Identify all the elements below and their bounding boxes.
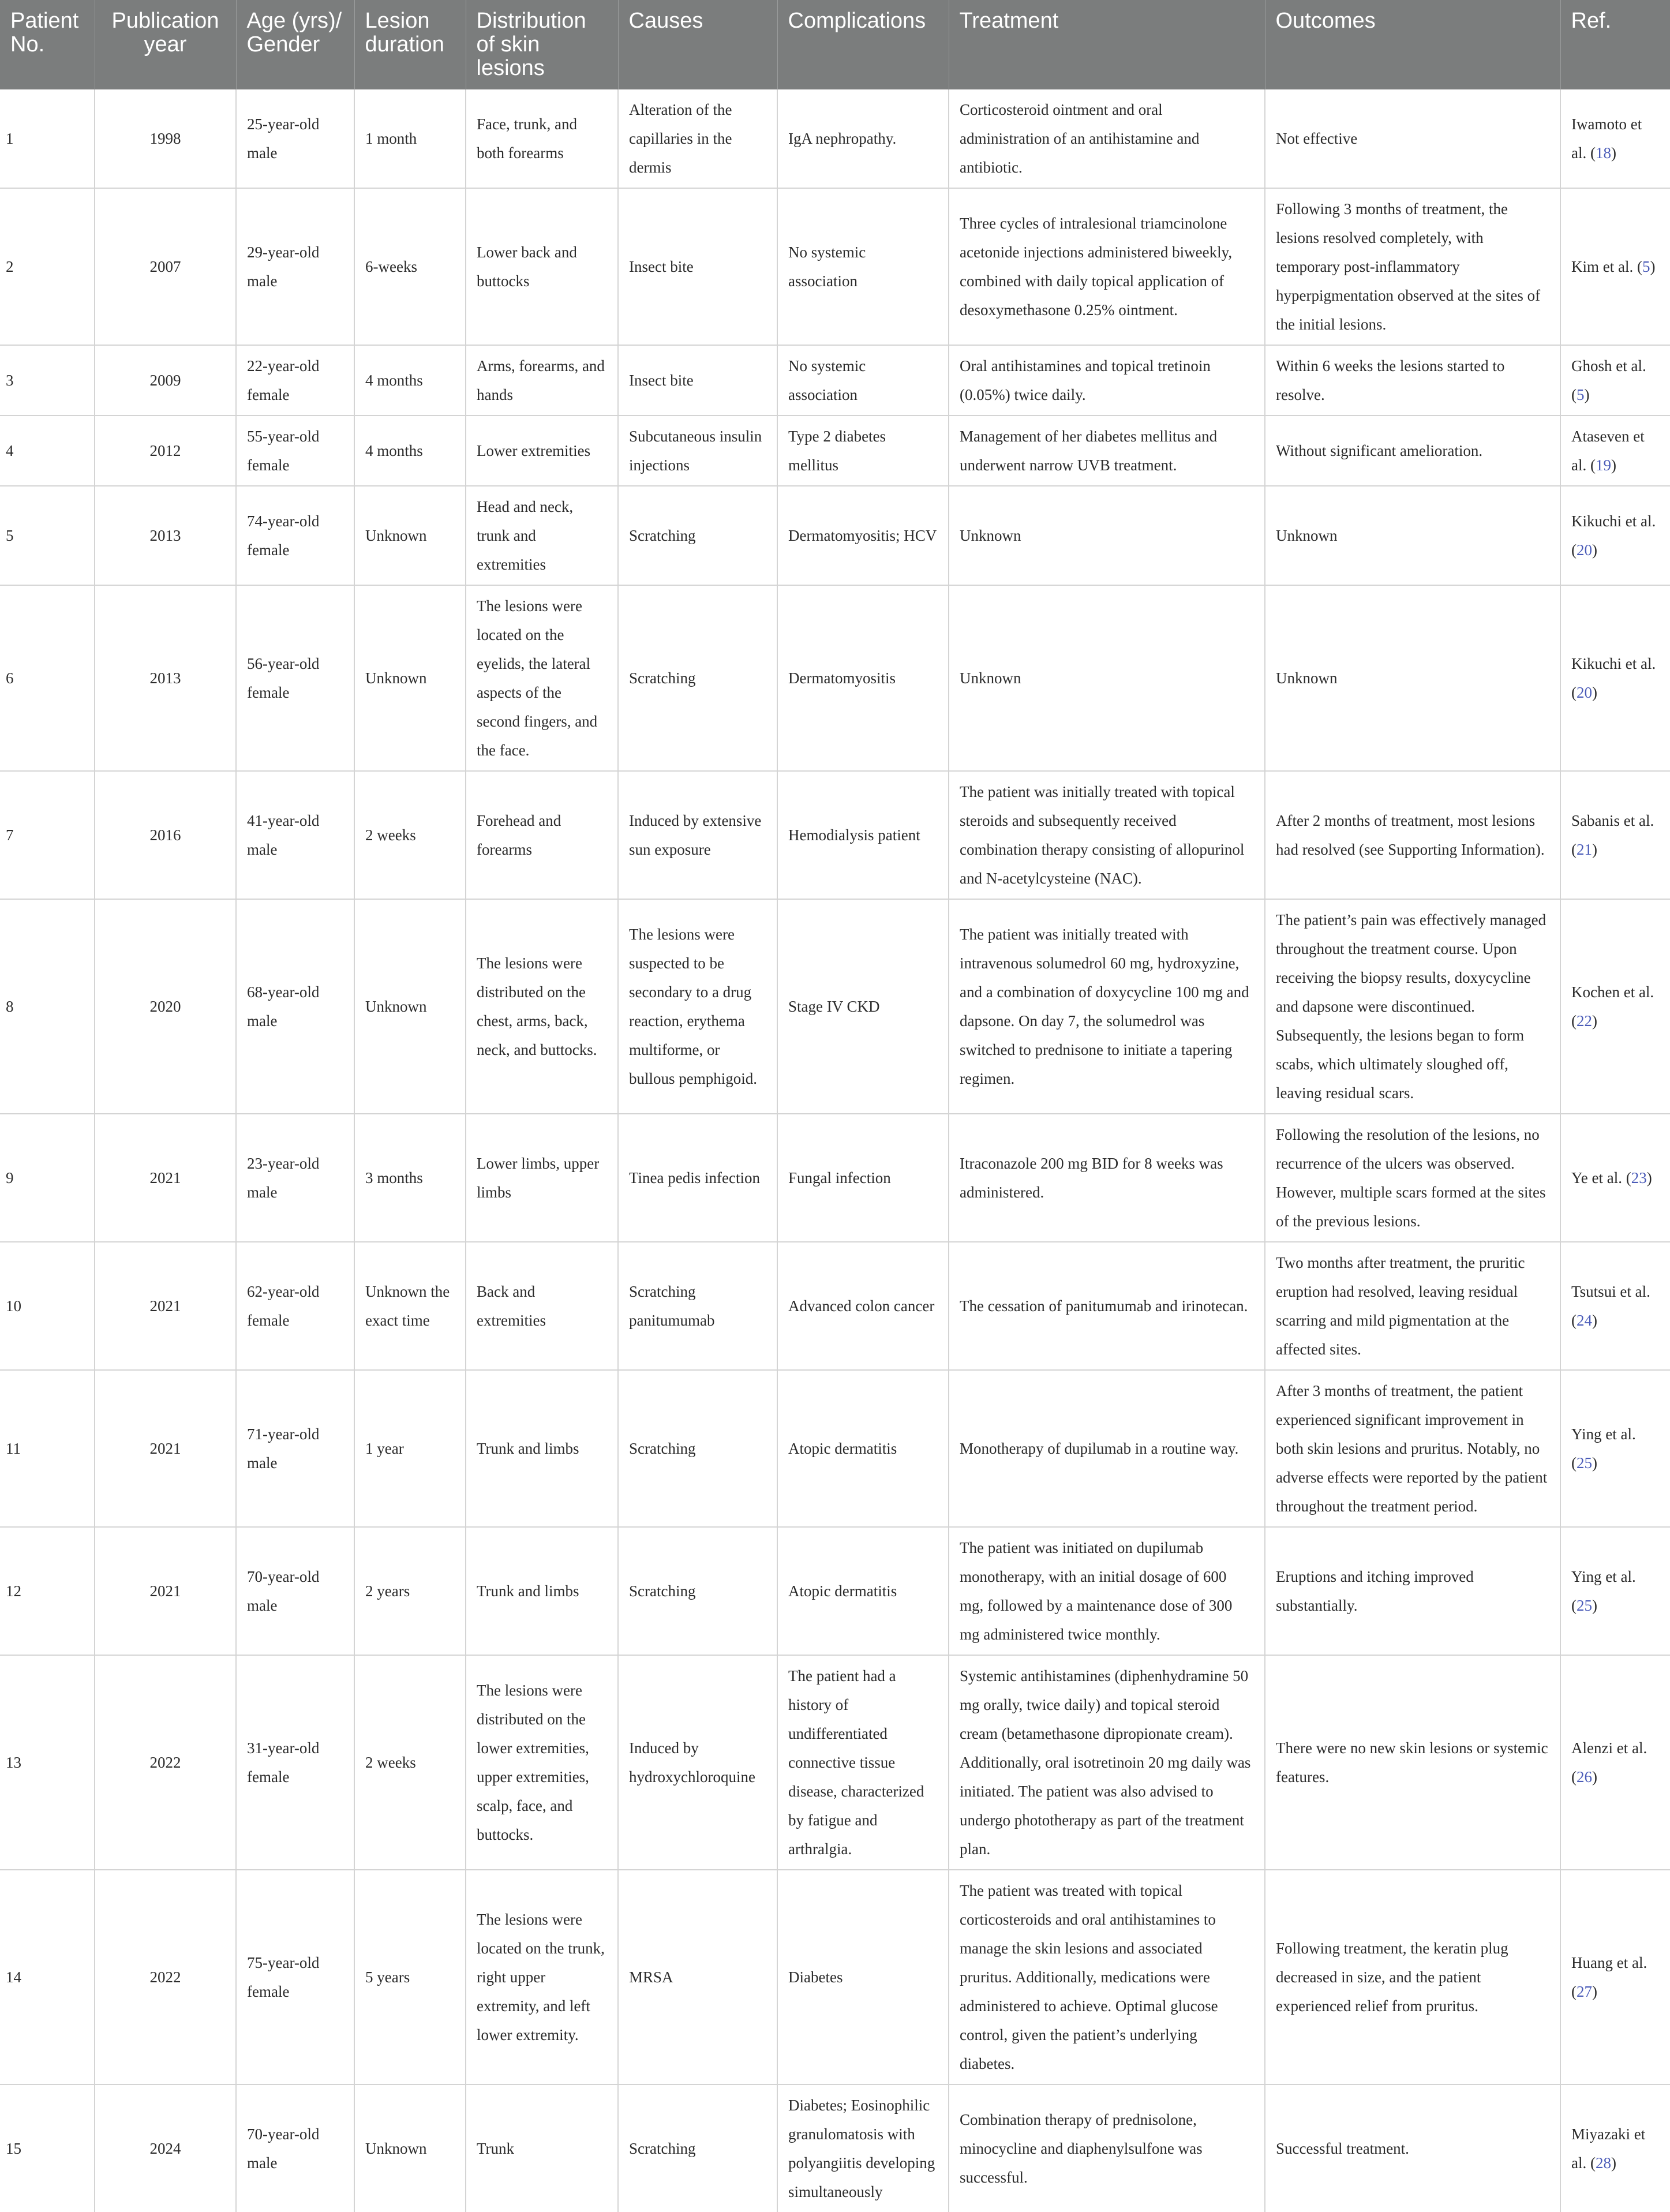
cell-complications: Dermatomyositis [777,585,949,771]
cell-age-gender: 75-year-old female [236,1870,354,2084]
ref-author: Ying et al. [1571,1568,1636,1585]
cell-treatment: Systemic antihistamines (diphenhydramine 50 mg orally, twice daily) and topical steroid cream (betamethasone dipropionate cream). Additionally, oral isotretinoin 20 mg daily was initiated. The patient was also advised to undergo phototherapy as part of the treatment plan. [949,1655,1265,1870]
cell-treatment: Unknown [949,585,1265,771]
table-row [0,1655,1670,1870]
header-complications: Complications [777,0,949,89]
ref-citation-link[interactable]: 23 [1631,1169,1647,1187]
cell-patient-no: 10 [0,1242,95,1370]
cell-outcomes: Following the resolution of the lesions, no recurrence of the ulcers was observed. However, multiple scars formed at the sites of the previous lesions. [1265,1114,1560,1242]
cell-ref: Ying et al. (25) [1560,1527,1670,1655]
cell-distribution: Trunk and limbs [466,1370,618,1527]
cell-patient-no: 13 [0,1655,95,1870]
cell-lesion-duration: 6-weeks [354,188,466,345]
table-row [0,585,1670,771]
cell-distribution: Back and extremities [466,1242,618,1370]
table-row [0,486,1670,585]
cell-age-gender: 41-year-old male [236,771,354,899]
cell-treatment: Oral antihistamines and topical tretinoin (0.05%) twice daily. [949,345,1265,416]
table-row [0,188,1670,345]
table-row [0,345,1670,416]
header-causes: Causes [618,0,777,89]
cell-age-gender: 22-year-old female [236,345,354,416]
cell-lesion-duration: Unknown [354,585,466,771]
cell-age-gender: 55-year-old female [236,416,354,486]
cell-age-gender: 71-year-old male [236,1370,354,1527]
cell-lesion-duration: 3 months [354,1114,466,1242]
cell-lesion-duration: Unknown [354,2084,466,2212]
ref-citation-link[interactable]: 20 [1577,541,1592,559]
cell-publication-year: 2009 [95,345,236,416]
ref-author: Ataseven et al. [1571,428,1645,474]
cell-patient-no: 11 [0,1370,95,1527]
header-lesion-duration: Lesion duration [354,0,466,89]
cell-complications: Dermatomyositis; HCV [777,486,949,585]
cell-lesion-duration: 1 month [354,89,466,188]
cell-lesion-duration: 2 years [354,1527,466,1655]
ref-citation-link[interactable]: 27 [1577,1983,1592,2000]
cell-causes: Induced by hydroxychloroquine [618,1655,777,1870]
cell-distribution: The lesions were distributed on the lower extremities, upper extremities, scalp, face, and buttocks. [466,1655,618,1870]
cell-ref: Iwamoto et al. (18) [1560,89,1670,188]
cell-treatment: The patient was treated with topical corticosteroids and oral antihistamines to manage the skin lesions and associated pruritus. Additionally, medications were administered to achieve. Optimal glucose control, given the patient’s underlying diabetes. [949,1870,1265,2084]
cell-complications: Atopic dermatitis [777,1527,949,1655]
ref-citation-link[interactable]: 22 [1577,1012,1592,1030]
cell-age-gender: 74-year-old female [236,486,354,585]
ref-author: Ghosh et al. [1571,357,1646,375]
cell-ref: Kikuchi et al. (20) [1560,585,1670,771]
header-row [0,0,1670,89]
cell-complications: Diabetes [777,1870,949,2084]
table-row [0,1527,1670,1655]
cell-causes: Scratching [618,486,777,585]
table-body [0,89,1670,2212]
cell-treatment: Itraconazole 200 mg BID for 8 weeks was administered. [949,1114,1265,1242]
cell-publication-year: 2021 [95,1370,236,1527]
cell-age-gender: 68-year-old male [236,899,354,1114]
cell-outcomes: Successful treatment. [1265,2084,1560,2212]
table-row [0,2084,1670,2212]
table-row [0,771,1670,899]
cell-ref: Kikuchi et al. (20) [1560,486,1670,585]
cell-complications: Type 2 diabetes mellitus [777,416,949,486]
ref-citation-link[interactable]: 21 [1577,841,1592,858]
cell-distribution: Face, trunk, and both forearms [466,89,618,188]
cell-publication-year: 2022 [95,1870,236,2084]
cell-causes: Induced by extensive sun exposure [618,771,777,899]
cell-causes: Scratching [618,2084,777,2212]
cell-publication-year: 2021 [95,1527,236,1655]
cell-lesion-duration: Unknown [354,486,466,585]
cell-age-gender: 25-year-old male [236,89,354,188]
cell-complications: Atopic dermatitis [777,1370,949,1527]
cell-lesion-duration: 2 weeks [354,1655,466,1870]
cell-publication-year: 2013 [95,486,236,585]
ref-citation-link[interactable]: 18 [1596,144,1611,162]
cell-outcomes: The patient’s pain was effectively managed throughout the treatment course. Upon receiving the biopsy results, doxycycline and dapsone were discontinued. Subsequently, the lesions began to form scabs, which ultimately sloughed off, leaving residual scars. [1265,899,1560,1114]
cell-treatment: Corticosteroid ointment and oral administration of an antihistamine and antibiotic. [949,89,1265,188]
cell-treatment: Combination therapy of prednisolone, minocycline and diaphenylsulfone was successful. [949,2084,1265,2212]
cell-distribution: Lower limbs, upper limbs [466,1114,618,1242]
cell-ref: Miyazaki et al. (28) [1560,2084,1670,2212]
ref-author: Kochen et al. [1571,983,1654,1001]
cell-causes: Tinea pedis infection [618,1114,777,1242]
cell-publication-year: 2021 [95,1242,236,1370]
cell-patient-no: 14 [0,1870,95,2084]
cell-causes: Scratching [618,585,777,771]
ref-author: Miyazaki et al. [1571,2125,1646,2172]
cell-treatment: The patient was initiated on dupilumab monotherapy, with an initial dosage of 600 mg, followed by a maintenance dose of 300 mg administered twice monthly. [949,1527,1265,1655]
table-row [0,1870,1670,2084]
cell-patient-no: 2 [0,188,95,345]
cell-age-gender: 62-year-old female [236,1242,354,1370]
table-row [0,1114,1670,1242]
cell-lesion-duration: 1 year [354,1370,466,1527]
cell-lesion-duration: 2 weeks [354,771,466,899]
cell-patient-no: 6 [0,585,95,771]
cell-age-gender: 70-year-old male [236,1527,354,1655]
cell-ref: Ye et al. (23) [1560,1114,1670,1242]
cell-ref: Kochen et al. (22) [1560,899,1670,1114]
cell-treatment: The patient was initially treated with topical steroids and subsequently received combination therapy consisting of allopurinol and N-acetylcysteine (NAC). [949,771,1265,899]
cell-outcomes: Two months after treatment, the pruritic eruption had resolved, leaving residual scarring and mild pigmentation at the affected sites. [1265,1242,1560,1370]
ref-author: Ying et al. [1571,1425,1636,1443]
cell-distribution: Trunk and limbs [466,1527,618,1655]
cell-ref: Ataseven et al. (19) [1560,416,1670,486]
cell-causes: Scratching [618,1527,777,1655]
cell-complications: Stage IV CKD [777,899,949,1114]
ref-author: Ye et al. [1571,1169,1623,1187]
cell-publication-year: 2016 [95,771,236,899]
cell-age-gender: 31-year-old female [236,1655,354,1870]
cell-causes: Scratching panitumumab [618,1242,777,1370]
cell-distribution: Arms, forearms, and hands [466,345,618,416]
cell-age-gender: 70-year-old male [236,2084,354,2212]
ref-citation-link[interactable]: 5 [1642,258,1650,275]
header-ref: Ref. [1560,0,1670,89]
cell-causes: Insect bite [618,188,777,345]
cell-outcomes: Unknown [1265,585,1560,771]
cell-causes: Subcutaneous insulin injections [618,416,777,486]
cell-treatment: Management of her diabetes mellitus and underwent narrow UVB treatment. [949,416,1265,486]
cell-ref: Tsutsui et al. (24) [1560,1242,1670,1370]
cell-age-gender: 23-year-old male [236,1114,354,1242]
cell-distribution: The lesions were located on the eyelids, the lateral aspects of the second fingers, and the face. [466,585,618,771]
cell-outcomes: Not effective [1265,89,1560,188]
cell-causes: Insect bite [618,345,777,416]
cell-distribution: The lesions were located on the trunk, right upper extremity, and left lower extremity. [466,1870,618,2084]
cell-patient-no: 8 [0,899,95,1114]
cell-treatment: The patient was initially treated with intravenous solumedrol 60 mg, hydroxyzine, and a combination of doxycycline 100 mg and dapsone. On day 7, the solumedrol was switched to prednisone to initiate a tapering regimen. [949,899,1265,1114]
cell-patient-no: 9 [0,1114,95,1242]
ref-citation-link[interactable]: 24 [1577,1312,1592,1329]
ref-author: Sabanis et al. [1571,812,1654,829]
cell-causes: Alteration of the capillaries in the dermis [618,89,777,188]
cell-publication-year: 1998 [95,89,236,188]
table-row [0,1242,1670,1370]
cell-causes: MRSA [618,1870,777,2084]
header-distribution: Distribution of skin lesions [466,0,618,89]
cell-lesion-duration: 4 months [354,345,466,416]
cell-distribution: The lesions were distributed on the chest, arms, back, neck, and buttocks. [466,899,618,1114]
cell-ref: Huang et al. (27) [1560,1870,1670,2084]
ref-citation-link[interactable]: 25 [1577,1454,1592,1472]
cell-outcomes: Unknown [1265,486,1560,585]
cell-patient-no: 5 [0,486,95,585]
ref-citation-link[interactable]: 19 [1596,456,1611,474]
cell-ref: Ying et al. (25) [1560,1370,1670,1527]
cell-patient-no: 7 [0,771,95,899]
ref-citation-link[interactable]: 28 [1596,2154,1611,2172]
cell-ref: Sabanis et al. (21) [1560,771,1670,899]
ref-citation-link[interactable]: 5 [1577,386,1585,403]
ref-author: Kikuchi et al. [1571,512,1656,530]
cell-treatment: Three cycles of intralesional triamcinolone acetonide injections administered biweekly, combined with daily topical application of desoxymethasone 0.25% ointment. [949,188,1265,345]
cell-outcomes: Eruptions and itching improved substantially. [1265,1527,1560,1655]
cell-patient-no: 12 [0,1527,95,1655]
cell-outcomes: Without significant amelioration. [1265,416,1560,486]
cell-publication-year: 2024 [95,2084,236,2212]
cell-publication-year: 2022 [95,1655,236,1870]
header-age-gender: Age (yrs)/ Gender [236,0,354,89]
ref-author: Huang et al. [1571,1954,1647,1971]
cell-distribution: Head and neck, trunk and extremities [466,486,618,585]
cell-ref: Ghosh et al. (5) [1560,345,1670,416]
cell-lesion-duration: Unknown [354,899,466,1114]
cell-patient-no: 3 [0,345,95,416]
ref-citation-link[interactable]: 26 [1577,1768,1592,1786]
cell-outcomes: After 2 months of treatment, most lesions had resolved (see Supporting Information). [1265,771,1560,899]
cell-causes: Scratching [618,1370,777,1527]
header-outcomes: Outcomes [1265,0,1560,89]
cell-complications: Fungal infection [777,1114,949,1242]
cell-age-gender: 56-year-old female [236,585,354,771]
cell-ref: Alenzi et al. (26) [1560,1655,1670,1870]
ref-citation-link[interactable]: 20 [1577,684,1592,701]
table-row [0,899,1670,1114]
cell-complications: No systemic association [777,188,949,345]
cell-lesion-duration: 5 years [354,1870,466,2084]
cell-outcomes: Following 3 months of treatment, the lesions resolved completely, with temporary post-inflammatory hyperpigmentation observed at the sites of the initial lesions. [1265,188,1560,345]
header-patient-no: Patient No. [0,0,95,89]
header-treatment: Treatment [949,0,1265,89]
cell-publication-year: 2012 [95,416,236,486]
cell-lesion-duration: 4 months [354,416,466,486]
cell-complications: Diabetes; Eosinophilic granulomatosis with polyangiitis developing simultaneously [777,2084,949,2212]
cell-distribution: Trunk [466,2084,618,2212]
cell-outcomes: Within 6 weeks the lesions started to resolve. [1265,345,1560,416]
cell-publication-year: 2020 [95,899,236,1114]
cell-patient-no: 4 [0,416,95,486]
header-publication-year: Publication year [95,0,236,89]
cell-patient-no: 15 [0,2084,95,2212]
cell-distribution: Lower back and buttocks [466,188,618,345]
table-row [0,416,1670,486]
cell-distribution: Forehead and forearms [466,771,618,899]
table-row [0,1370,1670,1527]
table-row [0,89,1670,188]
cell-complications: No systemic association [777,345,949,416]
table-header [0,0,1670,89]
ref-author: Tsutsui et al. [1571,1283,1650,1300]
cell-outcomes: There were no new skin lesions or systemic features. [1265,1655,1560,1870]
cell-publication-year: 2013 [95,585,236,771]
ref-author: Iwamoto et al. [1571,115,1642,162]
cell-distribution: Lower extremities [466,416,618,486]
cell-outcomes: After 3 months of treatment, the patient experienced significant improvement in both skin lesions and pruritus. Notably, no adverse effects were reported by the patient throughout the treatment period. [1265,1370,1560,1527]
ref-citation-link[interactable]: 25 [1577,1597,1592,1614]
cell-treatment: Monotherapy of dupilumab in a routine way. [949,1370,1265,1527]
cell-complications: IgA nephropathy. [777,89,949,188]
cell-lesion-duration: Unknown the exact time [354,1242,466,1370]
cell-treatment: Unknown [949,486,1265,585]
cell-complications: Advanced colon cancer [777,1242,949,1370]
cell-ref: Kim et al. (5) [1560,188,1670,345]
cell-complications: Hemodialysis patient [777,771,949,899]
cell-age-gender: 29-year-old male [236,188,354,345]
ref-author: Kim et al. [1571,258,1634,275]
cell-causes: The lesions were suspected to be secondary to a drug reaction, erythema multiforme, or bullous pemphigoid. [618,899,777,1114]
cell-complications: The patient had a history of undifferentiated connective tissue disease, characterized by fatigue and arthralgia. [777,1655,949,1870]
ref-author: Alenzi et al. [1571,1739,1647,1757]
cell-patient-no: 1 [6,130,14,147]
ref-author: Kikuchi et al. [1571,655,1656,672]
cell-outcomes: Following treatment, the keratin plug decreased in size, and the patient experienced relief from pruritus. [1265,1870,1560,2084]
cell-treatment: The cessation of panitumumab and irinotecan. [949,1242,1265,1370]
cell-publication-year: 2021 [95,1114,236,1242]
cell-publication-year: 2007 [95,188,236,345]
